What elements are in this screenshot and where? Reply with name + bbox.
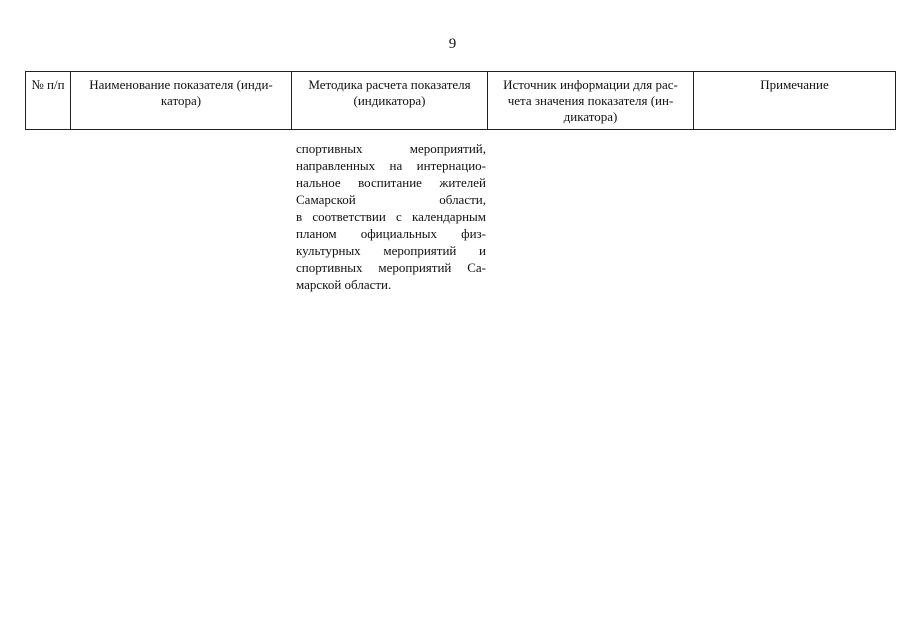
calculation-method-continued-text bbox=[296, 140, 486, 293]
column-header-note: Примечание bbox=[694, 72, 896, 130]
text-line bbox=[296, 191, 486, 208]
text-line: в соответствии с календарным bbox=[296, 209, 486, 224]
text-line: спортивных мероприятий Са- bbox=[296, 260, 486, 275]
text-line bbox=[296, 140, 486, 157]
text-word: Самарской bbox=[296, 192, 356, 207]
text-line: культурных мероприятий и bbox=[296, 243, 486, 258]
text-word: области, bbox=[439, 192, 486, 207]
table-header-row bbox=[26, 72, 896, 130]
column-header-calculation-method: Методика расчета показателя (индикатора) bbox=[292, 72, 488, 130]
column-header-information-source: Источник информации для рас-чета значения показателя (ин-дикатора) bbox=[488, 72, 694, 130]
indicator-table-header bbox=[25, 71, 896, 130]
column-header-number: № п/п bbox=[26, 72, 71, 130]
text-line: направленных на интернацио- bbox=[296, 158, 486, 173]
column-header-indicator-name: Наименование показателя (инди-катора) bbox=[71, 72, 292, 130]
text-word: мероприятий, bbox=[409, 141, 486, 156]
text-word: спортивных bbox=[296, 141, 363, 156]
text-line: нальное воспитание жителей bbox=[296, 175, 486, 190]
text-line: марской области. bbox=[296, 277, 392, 292]
page-number: 9 bbox=[448, 36, 457, 52]
text-line: планом официальных физ- bbox=[296, 226, 486, 241]
